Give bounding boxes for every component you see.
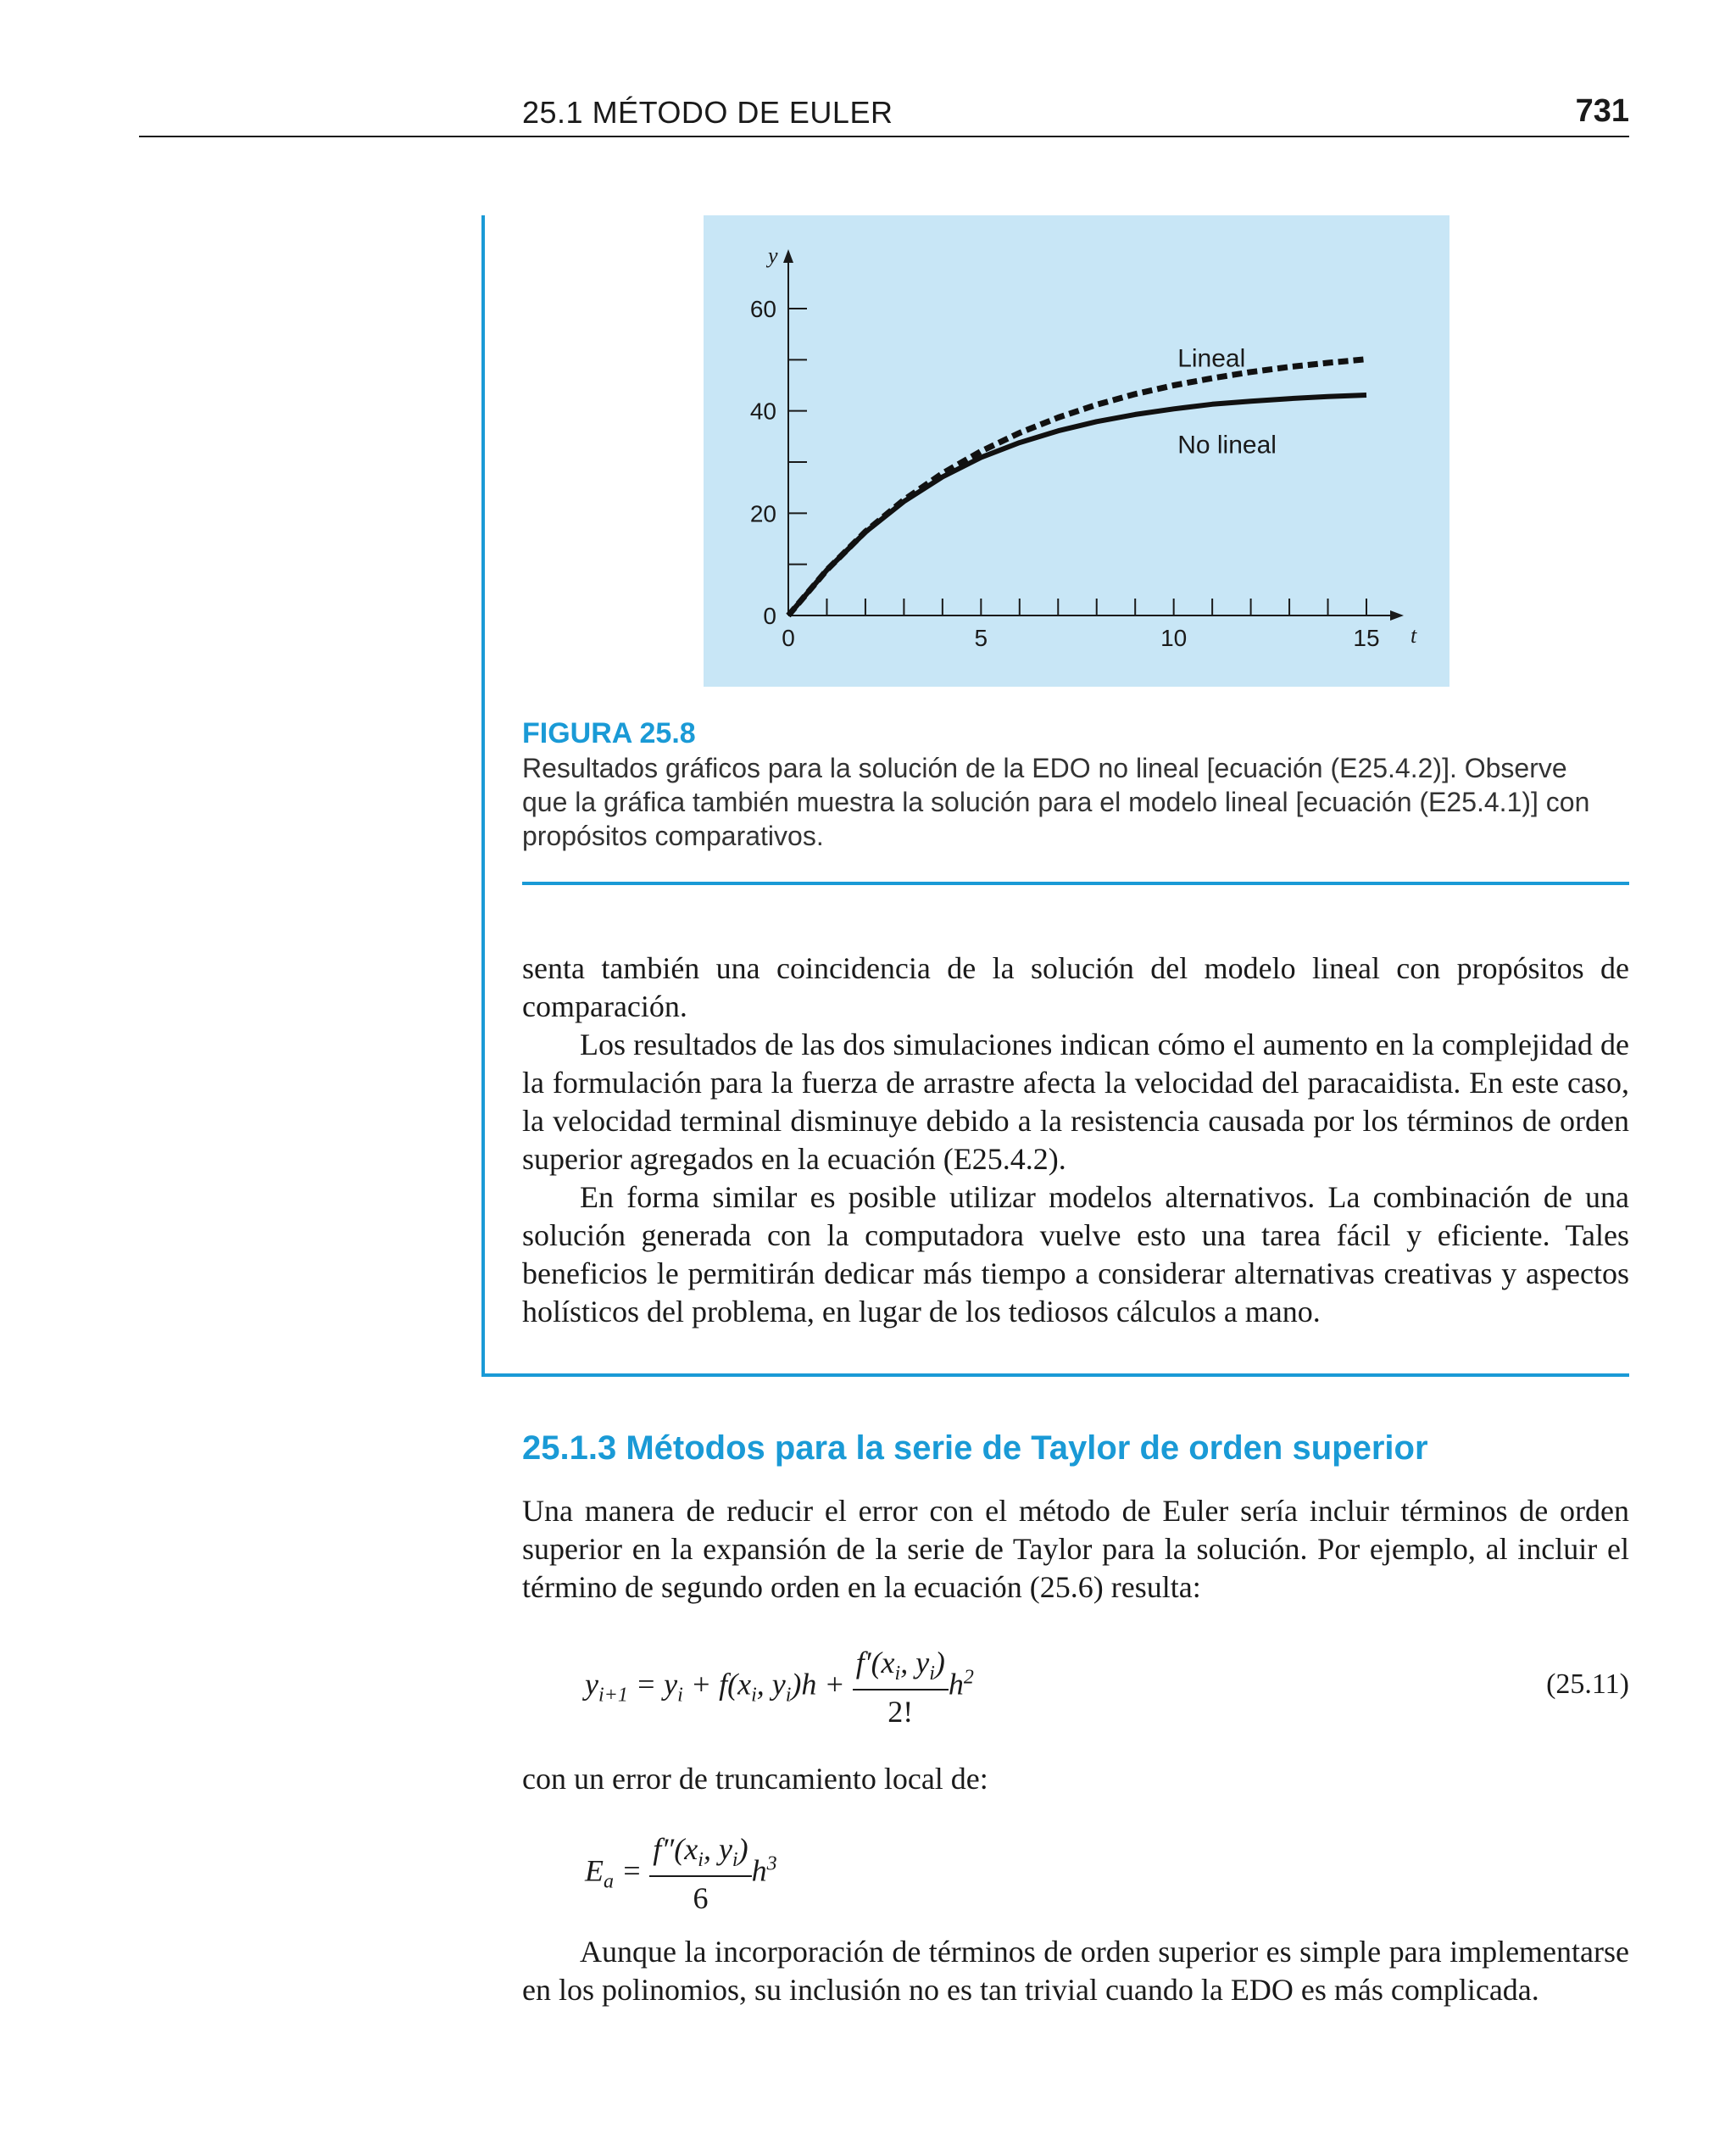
series-label-lineal: Lineal xyxy=(1177,344,1246,373)
y-tick-label: 0 xyxy=(763,603,776,629)
chart-lines xyxy=(788,359,1366,615)
equation-local-error: $E_a$ = $\frac{f''(x_i, y_i)}{6}$ $h^3$ xyxy=(585,1832,777,1916)
chart-labels xyxy=(750,243,1417,651)
running-header-title: 25.1 MÉTODO DE EULER xyxy=(522,95,893,130)
y-tick-label: 60 xyxy=(749,296,776,322)
figure-chart xyxy=(704,215,1449,687)
body-paragraph-1: senta también una coincidencia de la solución del modelo lineal con propósitos de comparación. xyxy=(522,951,1629,1023)
equation-number: (25.11) xyxy=(1546,1668,1629,1700)
x-axis-arrow xyxy=(1390,610,1404,621)
body-paragraph-3: En forma similar es posible utilizar modelos alternativos. La combinación de una solución generada con la computadora vuelve esto una tarea fácil y eficiente. Tales beneficios le permitirán dedicar más tiempo a considerar alternativas creativas y aspectos holísticos del problema, en lugar de los tediosos cálculos a mano. xyxy=(522,1180,1629,1328)
y-axis-arrow xyxy=(783,249,793,263)
example-sidebar-rule xyxy=(481,215,485,1377)
section-paragraph-1: Una manera de reducir el error con el método de Euler sería incluir términos de orden superior en la expansión de la serie de Taylor para la solución. Por ejemplo, al incluir el término de segundo orden en la ecuación (25.6) resulta: xyxy=(522,1494,1629,1604)
x-axis-label: t xyxy=(1410,623,1417,648)
y-axis-label: y xyxy=(768,243,778,268)
y-tick-label: 20 xyxy=(749,500,776,527)
section-heading: 25.1.3 Métodos para la serie de Taylor de orden superior xyxy=(522,1429,1428,1467)
example-end-rule xyxy=(481,1373,1629,1377)
x-tick-label: 5 xyxy=(974,625,988,651)
chart-ticks xyxy=(788,309,1366,615)
page-number: 731 xyxy=(1575,93,1629,129)
header-rule xyxy=(139,136,1629,137)
chart-axes xyxy=(783,249,1404,621)
series-line-no-lineal xyxy=(788,395,1366,615)
x-tick-label: 0 xyxy=(782,625,795,651)
equation-25-11: $y_{i+1} = y_i + f(x_i$, $y_i)h$ + $\frac{f'(x_i, y_i)}{2!}$ $h^2$ xyxy=(585,1646,974,1729)
figure-caption: Resultados gráficos para la solución de la EDO no lineal [ecuación (E25.4.2)]. Observe que la gráfica también muestra la solución para el modelo lineal [ecuación (E25.4.1)] con propósitos comparativos. xyxy=(522,753,1590,851)
y-tick-label: 40 xyxy=(749,398,776,425)
section-paragraph-2: con un error de truncamiento local de: xyxy=(522,1762,988,1796)
section-paragraph-3: Aunque la incorporación de términos de orden superior es simple para implementarse en los polinomios, su inclusión no es tan trivial cuando la EDO es más complicada. xyxy=(522,1935,1629,2007)
line-chart xyxy=(704,215,1449,687)
body-paragraph-2: Los resultados de las dos simulaciones indican cómo el aumento en la complejidad de la formulación para la fuerza de arrastre afecta la velocidad del paracaidista. En este caso, la velocidad terminal disminuye debido a la resistencia causada por los términos de orden superior agregados en la ecuación (E25.4.2). xyxy=(522,1028,1629,1176)
figure-divider-rule xyxy=(522,882,1629,885)
x-tick-label: 15 xyxy=(1353,625,1380,651)
figure-label: FIGURA 25.8 xyxy=(522,717,696,749)
series-label-no-lineal: No lineal xyxy=(1177,431,1277,460)
x-tick-label: 10 xyxy=(1160,625,1188,651)
